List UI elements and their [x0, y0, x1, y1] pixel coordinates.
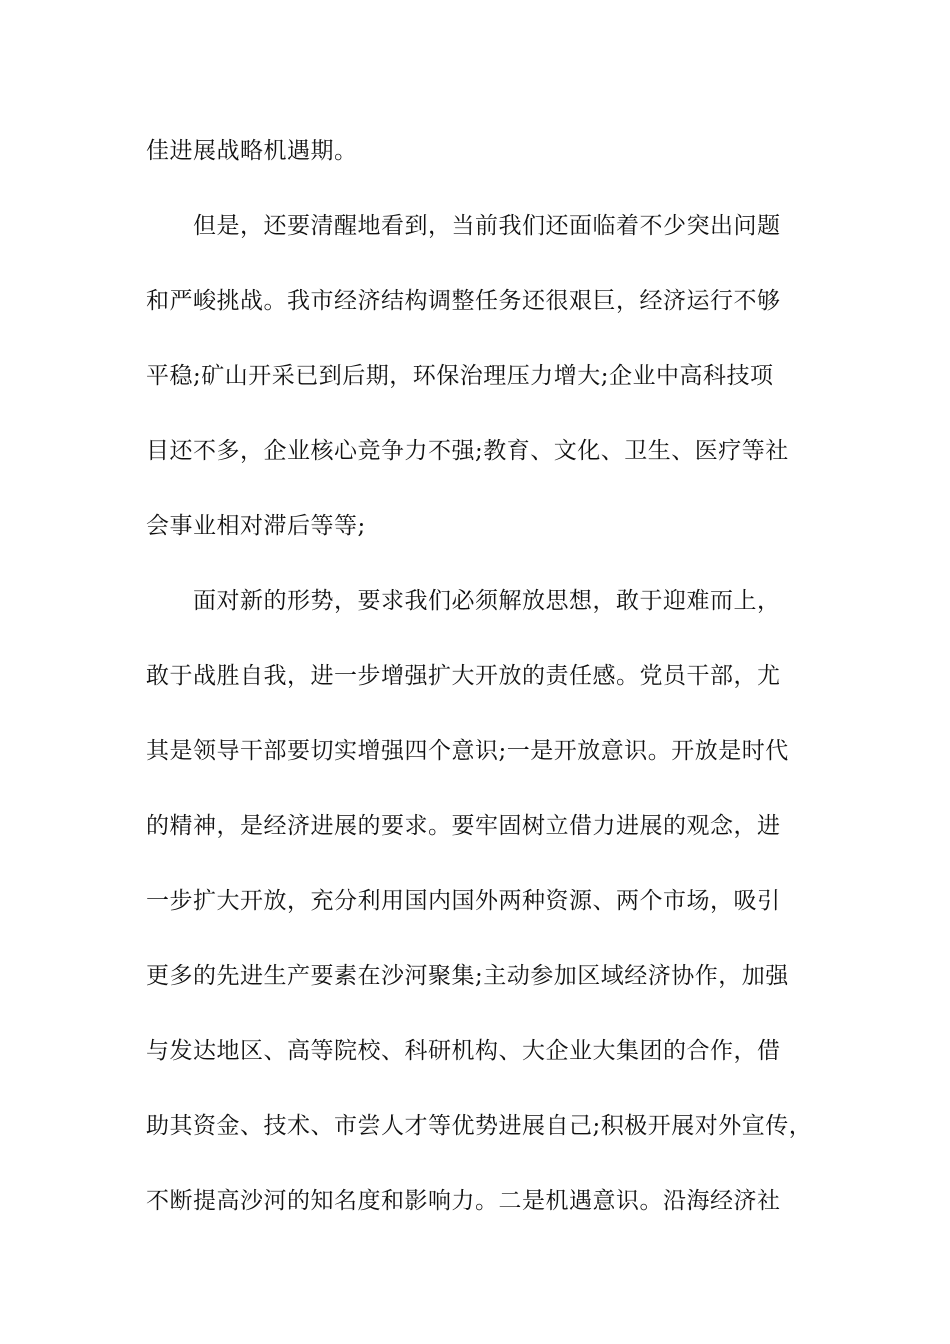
text-line: 助其资金、技术、市尝人才等优势进展自己;积极开展对外宣传， [146, 1113, 813, 1139]
text-line: 更多的先进生产要素在沙河聚集;主动参加区域经济协作，加强 [146, 963, 789, 989]
text-line: 的精神，是经济进展的要求。要牢固树立借力进展的观念，进 [146, 813, 781, 839]
text-line: 敢于战胜自我，进一步增强扩大开放的责任感。党员干部，尤 [146, 663, 781, 689]
text-line: 与发达地区、高等院校、科研机构、大企业大集团的合作，借 [146, 1038, 781, 1064]
paragraph-start-line: 面对新的形势，要求我们必须解放思想，敢于迎难而上， [193, 588, 781, 614]
text-line: 一步扩大开放，充分利用国内国外两种资源、两个市场，吸引 [146, 888, 781, 914]
document-body [146, 129, 816, 1254]
text-line: 佳进展战略机遇期。 [146, 138, 358, 164]
text-line: 平稳;矿山开采已到后期，环保治理压力增大;企业中高科技项 [146, 363, 774, 389]
text-line: 和严峻挑战。我市经济结构调整任务还很艰巨，经济运行不够 [146, 288, 781, 314]
text-line: 其是领导干部要切实增强四个意识;一是开放意识。开放是时代 [146, 738, 789, 764]
text-line: 目还不多，企业核心竞争力不强;教育、文化、卫生、医疗等社 [146, 438, 789, 464]
paragraph-start-line: 但是，还要清醒地看到，当前我们还面临着不少突出问题 [193, 213, 781, 239]
text-line: 不断提高沙河的知名度和影响力。二是机遇意识。沿海经济社 [146, 1188, 781, 1214]
text-line: 会事业相对滞后等等; [146, 513, 366, 539]
